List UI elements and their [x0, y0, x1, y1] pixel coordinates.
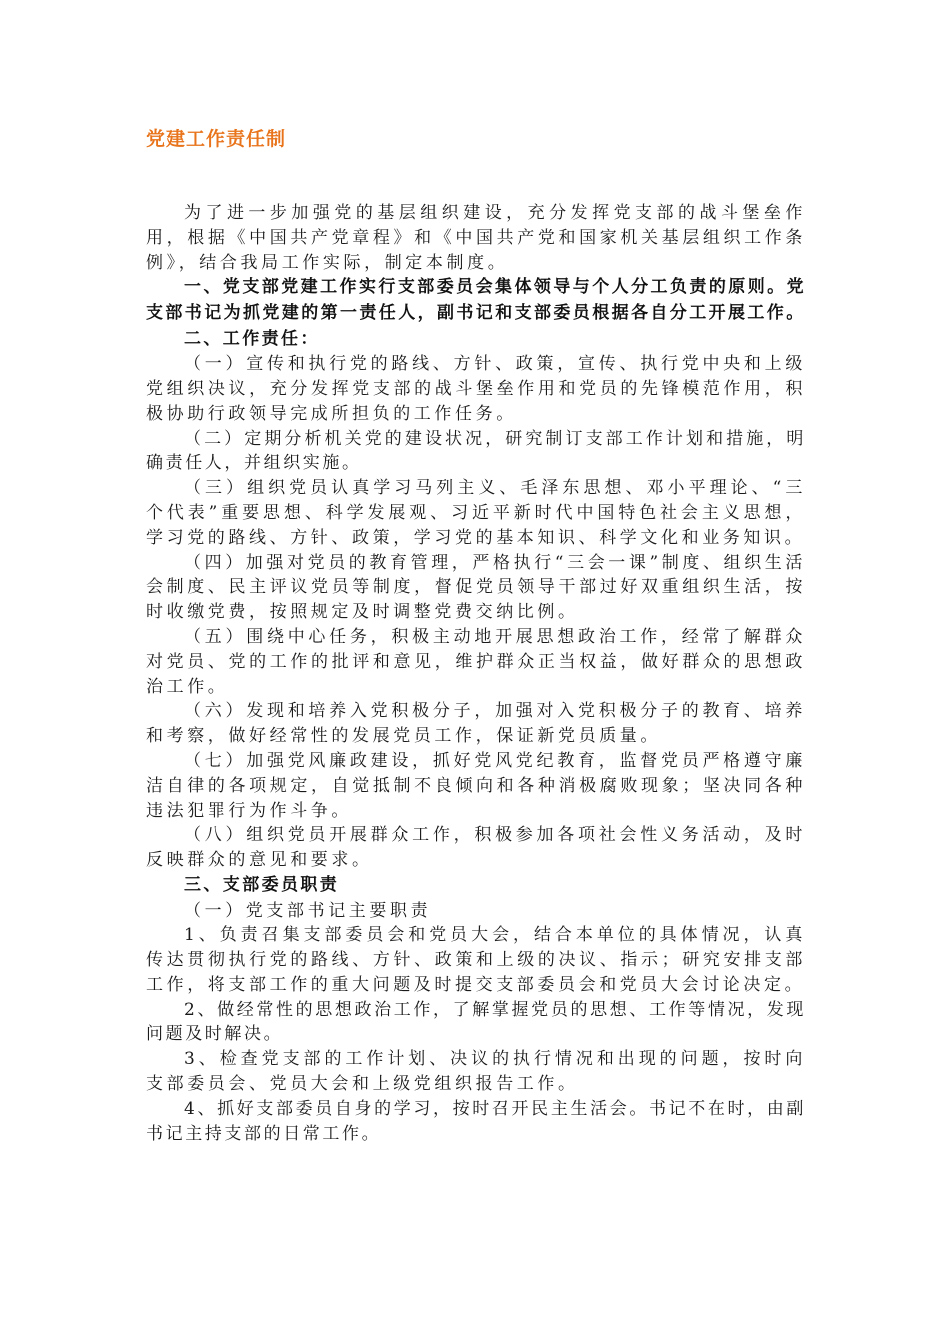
duty-item-4: 4、抓好支部委员自身的学习，按时召开民主生活会。书记不在时，由副书记主持支部的日常工作。 — [146, 1098, 806, 1144]
document-body — [146, 201, 806, 1146]
section-heading-duties: 三、支部委员职责 — [184, 874, 340, 895]
section-heading-principle: 一、党支部党建工作实行支部委员会集体领导与个人分工负责的原则。党支部书记为抓党建的第一责任人，副书记和支部委员根据各自分工开展工作。 — [146, 277, 806, 323]
responsibility-item-6: （六）发现和培养入党积极分子，加强对入党积极分子的教育、培养和考察，做好经常性的发展党员工作，保证新党员质量。 — [146, 701, 806, 747]
responsibility-item-2: （二）定期分析机关党的建设状况，研究制订支部工作计划和措施，明确责任人，并组织实施。 — [146, 428, 806, 474]
intro-paragraph: 为了进一步加强党的基层组织建设，充分发挥党支部的战斗堡垒作用，根据《中国共产党章程》和《中国共产党和国家机关基层组织工作条例》，结合我局工作实际，制定本制度。 — [146, 203, 806, 273]
responsibility-item-5: （五）围绕中心任务，积极主动地开展思想政治工作，经常了解群众对党员、党的工作的批评和意见，维护群众正当权益，做好群众的思想政治工作。 — [146, 626, 806, 697]
responsibility-item-8: （八）组织党员开展群众工作，积极参加各项社会性义务活动，及时反映群众的意见和要求。 — [146, 825, 806, 871]
responsibility-item-3: （三）组织党员认真学习马列主义、毛泽东思想、邓小平理论、“三个代表”重要思想、科学发展观、习近平新时代中国特色社会主义思想，学习党的路线、方针、政策，学习党的基本知识、科学文化和业务知识。 — [146, 478, 806, 548]
responsibility-item-7: （七）加强党风廉政建设，抓好党风党纪教育，监督党员严格遵守廉洁自律的各项规定，自觉抵制不良倾向和各种消极腐败现象；坚决同各种违法犯罪行为作斗争。 — [146, 750, 806, 821]
responsibility-item-1: （一）宣传和执行党的路线、方针、政策，宣传、执行党中央和上级党组织决议，充分发挥党支部的战斗堡垒作用和党员的先锋模范作用，积极协助行政领导完成所担负的工作任务。 — [146, 354, 806, 424]
responsibility-item-4: （四）加强对党员的教育管理，严格执行“三会一课”制度、组织生活会制度、民主评议党员等制度，督促党员领导干部过好双重组织生活，按时收缴党费，按照规定及时调整党费交纳比例。 — [146, 552, 806, 623]
duty-item-1: 1、负责召集支部委员会和党员大会，结合本单位的具体情况，认真传达贯彻执行党的路线、方针、政策和上级的决议、指示；研究安排支部工作，将支部工作的重大问题及时提交支部委员会和党员大会讨论决定。 — [146, 925, 806, 995]
duty-item-3: 3、检查党支部的工作计划、决议的执行情况和出现的问题，按时向支部委员会、党员大会和上级党组织报告工作。 — [146, 1049, 806, 1095]
document-title: 党建工作责任制 — [146, 128, 287, 150]
section-heading-responsibilities: 二、工作责任： — [184, 328, 320, 349]
subheading-secretary-duties: （一）党支部书记主要职责 — [184, 900, 432, 921]
duty-item-2: 2、做经常性的思想政治工作，了解掌握党员的思想、工作等情况，发现问题及时解决。 — [146, 999, 806, 1045]
